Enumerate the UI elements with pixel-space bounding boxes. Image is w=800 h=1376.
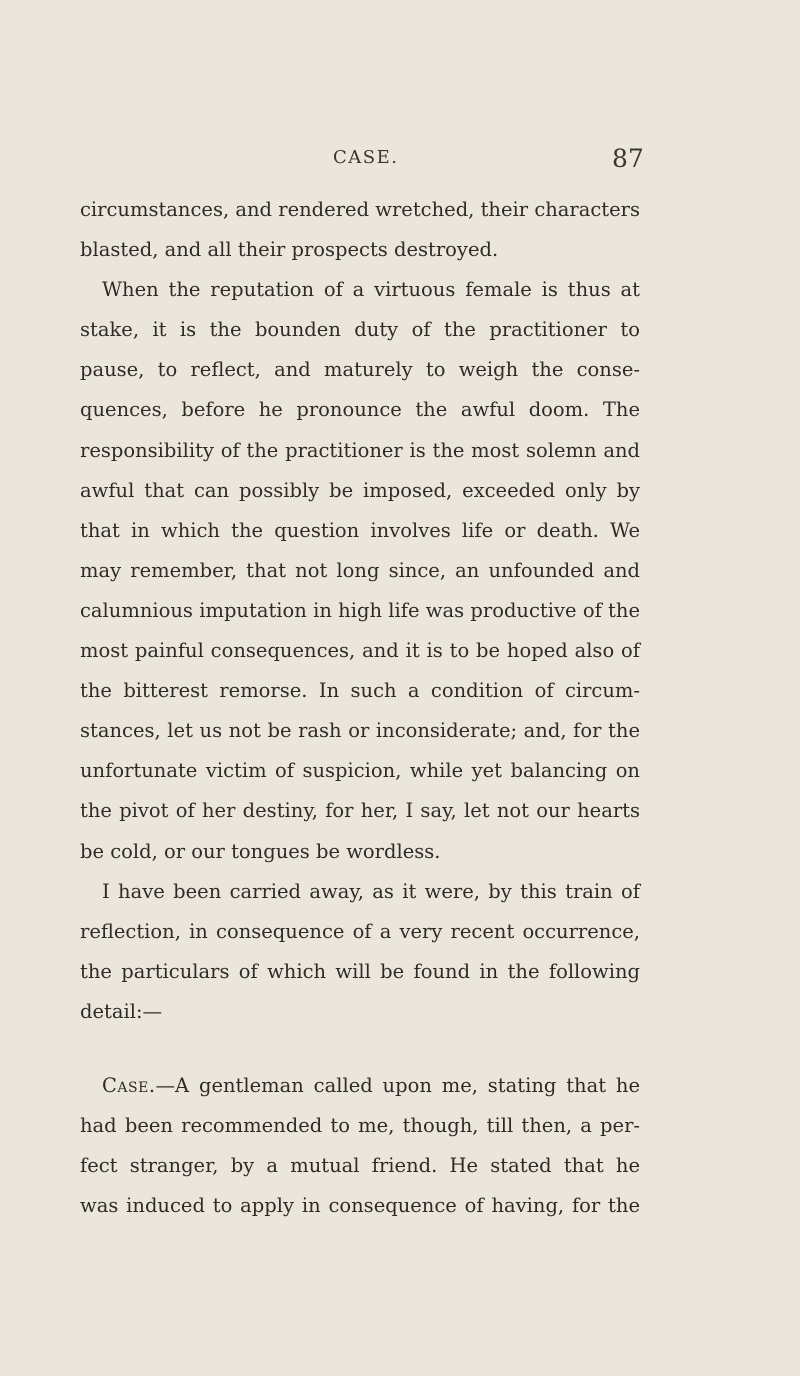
text-line: may remember, that not long since, an unfounded and [80, 558, 640, 582]
text-line: calumnious imputation in high life was productive of the [80, 598, 640, 622]
text-line: most painful consequences, and it is to be hoped also of [80, 639, 640, 663]
text-line: quences, before he pronounce the awful doom. The [80, 398, 640, 422]
text-line [80, 1066, 640, 1106]
text-line: unfortunate victim of suspicion, while yet balancing on [80, 759, 640, 783]
text-line: that in which the question involves life or death. We [80, 518, 640, 542]
text-line: blasted, and all their prospects destroyed. [80, 238, 499, 262]
text-line: the particulars of which will be found in the following [80, 959, 640, 983]
text-line: pause, to reflect, and maturely to weigh the conse- [80, 358, 640, 382]
text-line: awful that can possibly be imposed, exceeded only by [80, 478, 640, 502]
text-line: I have been carried away, as it were, by this train of [102, 879, 640, 903]
paragraph-case [80, 1066, 640, 1226]
text-line: reflection, in consequence of a very recent occurrence, [80, 919, 640, 943]
paragraph-reflection [80, 872, 640, 1032]
paragraph-reputation [80, 270, 640, 871]
running-head-title: CASE. [333, 147, 399, 168]
text-line: circumstances, and rendered wretched, their characters [80, 198, 640, 221]
text-line: was induced to apply in consequence of having, for the [80, 1194, 640, 1218]
text-line: the pivot of her destiny, for her, I say, let not our hearts [80, 799, 640, 823]
text-line: stake, it is the bounden duty of the practitioner to [80, 318, 640, 342]
text-line: responsibility of the practitioner is the most solemn and [80, 438, 640, 462]
text-line: had been recommended to me, though, till then, a per- [80, 1114, 640, 1138]
body-text [80, 190, 640, 1226]
text-line: stances, let us not be rash or inconsiderate; and, for the [80, 719, 640, 743]
text-line: be cold, or our tongues be wordless. [80, 839, 441, 863]
section-gap [80, 1032, 640, 1066]
case-heading: Case. [102, 1073, 156, 1097]
text-line: fect stranger, by a mutual friend. He stated that he [80, 1154, 640, 1178]
page-number: 87 [612, 144, 644, 173]
case-line-rest: —A gentleman called upon me, stating that he [155, 1073, 640, 1097]
paragraph-continuation [80, 190, 640, 270]
running-head [0, 144, 800, 177]
text-line: When the reputation of a virtuous female is thus at [102, 278, 640, 302]
text-line: the bitterest remorse. In such a condition of circum- [80, 679, 640, 703]
text-line: detail:— [80, 999, 163, 1023]
